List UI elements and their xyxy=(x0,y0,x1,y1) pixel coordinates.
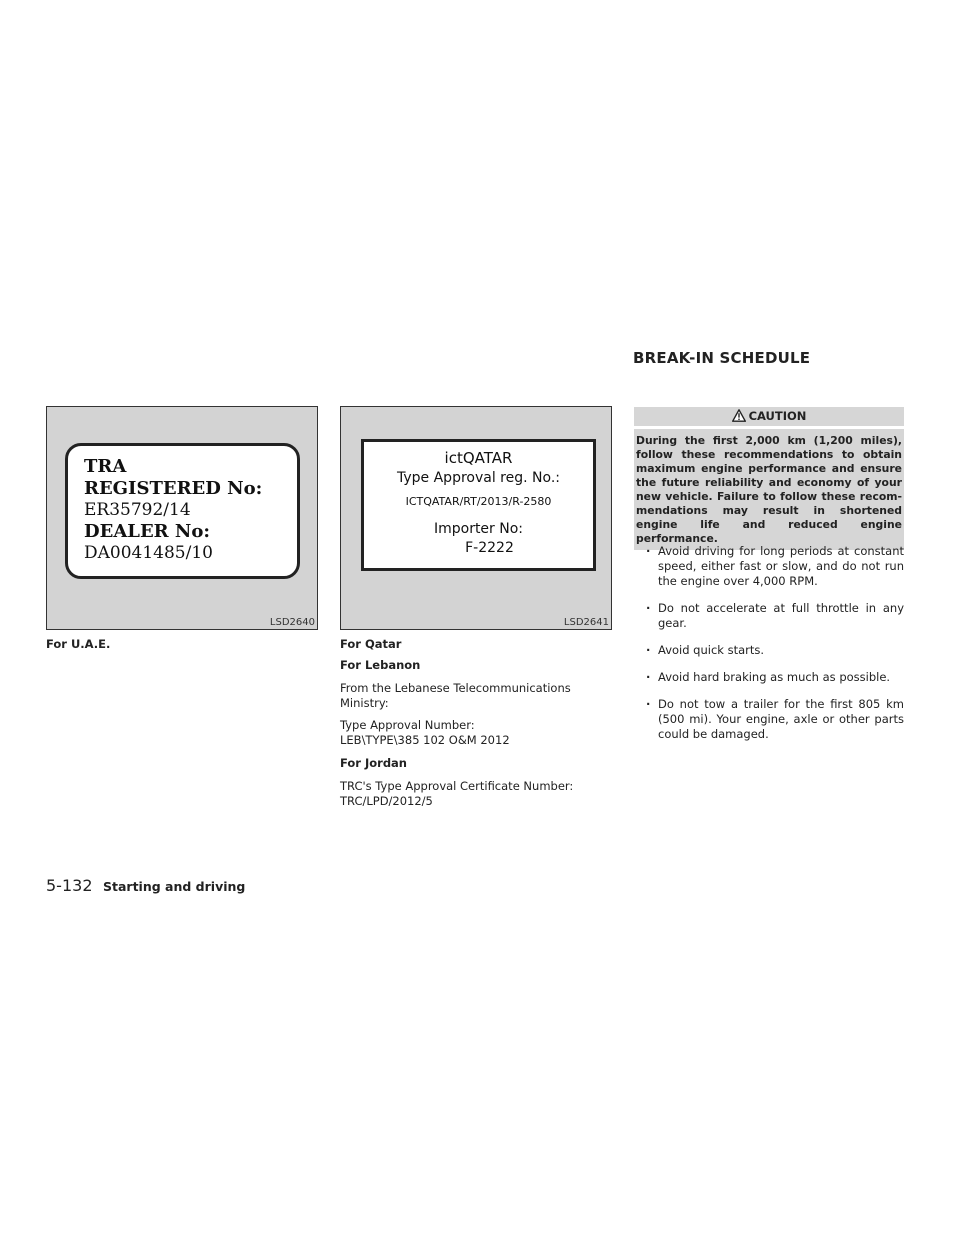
page-number: 5-132 xyxy=(46,876,93,895)
section-heading: BREAK-IN SCHEDULE xyxy=(633,349,811,367)
caution-title: CAUTION xyxy=(748,409,807,423)
qatar-line-5: F-2222 xyxy=(465,540,514,556)
figure-uae xyxy=(46,406,318,630)
caution-body: During the first 2,000 km (1,200 miles), follow these recommendations to obtain maximum engine performance and ensure the future reliability and economy of your new vehicle. Failure to follow these recom- mendations may result in shortened engine life and reduced engine performance. xyxy=(634,429,904,550)
qatar-line-4: Importer No: xyxy=(433,521,524,537)
tra-line-2: REGISTERED No: xyxy=(84,478,263,499)
bullet-dot: · xyxy=(646,544,651,558)
qatar-line-3: ICTQATAR/RT/2013/R-2580 xyxy=(405,495,552,508)
chapter-title: Starting and driving xyxy=(103,879,246,894)
jordan-heading: For Jordan xyxy=(340,756,407,770)
caption-uae: For U.A.E. xyxy=(46,637,111,651)
bullet-dot: · xyxy=(646,601,651,615)
tra-line-4: DEALER No: xyxy=(84,521,210,542)
qatar-label xyxy=(361,439,596,571)
caution-header xyxy=(634,407,904,426)
tra-line-5: DA0041485/10 xyxy=(84,543,213,563)
list-item xyxy=(634,601,904,631)
lebanon-text-1: From the Lebanese Telecommunications Ministry: xyxy=(340,681,571,710)
list-item-text: Do not accelerate at full throttle in any gear. xyxy=(658,601,904,630)
bullet-dot: · xyxy=(646,670,651,684)
list-item xyxy=(634,670,904,685)
list-item xyxy=(634,643,904,658)
list-item-text: Do not tow a trailer for the first 805 km (500 mi). Your engine, axle or other parts could be damaged. xyxy=(658,697,904,741)
bullet-dot: · xyxy=(646,643,651,657)
lebanon-text-2a: Type Approval Number: xyxy=(340,718,475,732)
tra-line-3: ER35792/14 xyxy=(84,500,191,520)
list-item-text: Avoid hard braking as much as possible. xyxy=(658,670,891,684)
figure-id: LSD2641 xyxy=(563,617,609,628)
lebanon-text-2b: LEB\TYPE\385 102 O&M 2012 xyxy=(340,733,510,747)
jordan-text-1a: TRC's Type Approval Certificate Number: xyxy=(340,779,574,793)
lebanon-heading: For Lebanon xyxy=(340,658,421,672)
list-item xyxy=(634,697,904,742)
qatar-line-1: ictQATAR xyxy=(444,449,513,467)
figure-id: LSD2640 xyxy=(269,617,315,628)
list-item xyxy=(634,544,904,589)
bullet-dot: · xyxy=(646,697,651,711)
jordan-text-1b: TRC/LPD/2012/5 xyxy=(340,794,433,808)
tra-label xyxy=(65,443,300,579)
tra-line-1: TRA xyxy=(84,456,127,477)
figure-qatar xyxy=(340,406,612,630)
list-item-text: Avoid driving for long periods at constant speed, either fast or slow, and do not run the engine over 4,000 RPM. xyxy=(658,544,904,588)
qatar-line-2: Type Approval reg. No.: xyxy=(397,470,560,486)
caption-qatar: For Qatar xyxy=(340,637,402,651)
bullet-list xyxy=(634,544,904,754)
list-item-text: Avoid quick starts. xyxy=(658,643,765,657)
warning-icon xyxy=(732,409,746,428)
